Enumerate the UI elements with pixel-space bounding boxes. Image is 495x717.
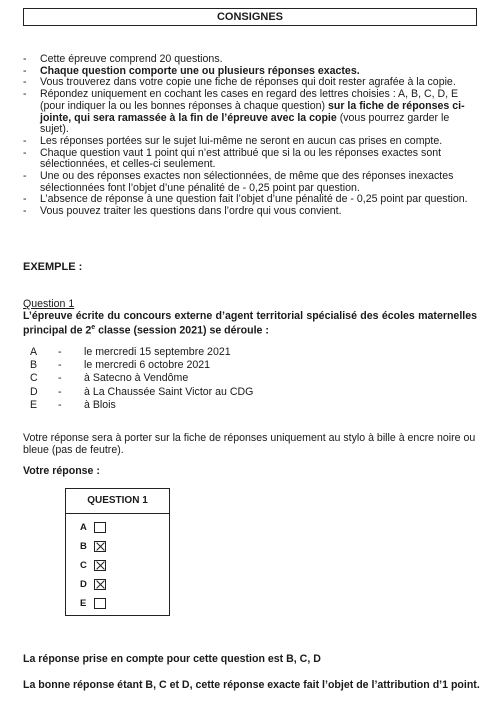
page-title-box bbox=[23, 8, 477, 26]
answer-sheet-row bbox=[80, 522, 106, 533]
instruction-item bbox=[23, 171, 477, 194]
answer-option bbox=[30, 386, 253, 399]
instruction-text: Chaque question comporte une ou plusieurs réponses exactes. bbox=[40, 64, 360, 77]
instruction-text: L’absence de réponse à une question fait l’objet d’une pénalité de - 0,25 point par question. bbox=[40, 193, 468, 206]
answer-option-text: à La Chaussée Saint Victor au CDG bbox=[84, 385, 254, 398]
answer-sheet-row bbox=[80, 541, 106, 552]
empty-checkbox bbox=[94, 598, 106, 609]
answer-option-letter: E bbox=[30, 398, 38, 411]
instruction-text: Répondez uniquement en cochant les cases en regard des lettres choisies : A, B, C, D, E (pour indiquer la ou les bonnes réponses à chaque question) bbox=[40, 88, 459, 112]
scoring-statement: La bonne réponse étant B, C et D, cette réponse exacte fait l’objet de l’attribution d’1 point. bbox=[23, 679, 480, 691]
instruction-text: Les réponses portées sur le sujet lui-même ne seront en aucun cas prises en compte. bbox=[40, 134, 443, 147]
instruction-note: Votre réponse sera à porter sur la fiche de réponses uniquement au stylo à bille à encre noire ou bleue (pas de feutre). bbox=[23, 432, 476, 456]
answer-sheet-letter: B bbox=[80, 541, 87, 552]
answer-sheet-row bbox=[80, 598, 106, 609]
answer-sheet-row bbox=[80, 579, 106, 590]
answer-sheet-letter: D bbox=[80, 579, 87, 590]
answer-option-dash: - bbox=[58, 359, 62, 372]
question-title: Question 1 bbox=[23, 298, 75, 310]
instruction-text: Cette épreuve comprend 20 questions. bbox=[40, 53, 223, 65]
answer-option-dash: - bbox=[58, 346, 62, 358]
instruction-text: Vous pouvez traiter les questions dans l’ordre qui vous convient. bbox=[40, 205, 342, 218]
instruction-item bbox=[23, 89, 477, 136]
answer-option-letter: C bbox=[30, 372, 38, 385]
answer-option bbox=[30, 372, 253, 385]
answer-option-text: le mercredi 6 octobre 2021 bbox=[84, 359, 211, 372]
example-heading: EXEMPLE : bbox=[23, 261, 83, 273]
answer-sheet-letter: C bbox=[80, 560, 87, 571]
answer-option bbox=[30, 359, 253, 372]
checked-checkbox bbox=[94, 541, 106, 552]
instructions-list bbox=[23, 54, 477, 218]
your-answer-label: Votre réponse : bbox=[23, 465, 100, 477]
empty-checkbox bbox=[94, 522, 106, 533]
instruction-text: sur la fiche de réponses ci-jointe, qui sera ramassée à la fin de l’épreuve avec la copie bbox=[40, 99, 465, 124]
answer-option-dash: - bbox=[58, 385, 62, 398]
instruction-text: (vous pourrez garder le sujet). bbox=[40, 111, 450, 136]
answer-options bbox=[30, 346, 253, 412]
instruction-text: Vous trouverez dans votre copie une fiche de réponses qui doit rester agrafée à la copie. bbox=[40, 76, 456, 89]
answer-sheet-letter: A bbox=[80, 522, 87, 533]
instruction-text: Chaque question vaut 1 point qui n’est attribué que si la ou les réponses exactes sont sélectionnées, et celles-ci seulement. bbox=[40, 146, 442, 171]
answer-option-text: le mercredi 15 septembre 2021 bbox=[84, 346, 231, 358]
answer-option-dash: - bbox=[58, 372, 62, 385]
answer-option-dash: - bbox=[58, 398, 62, 411]
checked-checkbox bbox=[94, 579, 106, 590]
instruction-item bbox=[23, 148, 477, 171]
checked-checkbox bbox=[94, 560, 106, 571]
answer-sheet-letter: E bbox=[80, 598, 87, 609]
answer-option-letter: B bbox=[30, 359, 38, 372]
answer-option-letter: D bbox=[30, 385, 38, 398]
answer-option bbox=[30, 346, 253, 359]
answer-option-letter: A bbox=[30, 346, 38, 358]
question-text: L’épreuve écrite du concours externe d’agent territorial spécialisé des écoles maternelles principal de 2e classe (session 2021) se déroule : bbox=[23, 310, 477, 337]
result-statement: La réponse prise en compte pour cette question est B, C, D bbox=[23, 653, 321, 665]
answer-option bbox=[30, 399, 253, 412]
answer-option-text: à Blois bbox=[84, 398, 116, 411]
instruction-text: Une ou des réponses exactes non sélectionnées, de même que des réponses inexactes sélectionnées font l’objet d’une pénalité de - 0,25 point par question. bbox=[40, 170, 454, 194]
answer-sheet-title: QUESTION 1 bbox=[66, 489, 169, 514]
answer-sheet-box bbox=[65, 488, 170, 616]
answer-sheet-row bbox=[80, 560, 106, 571]
instruction-item bbox=[23, 206, 477, 218]
answer-option-text: à Satecno à Vendôme bbox=[84, 372, 189, 385]
page-title: CONSIGNES bbox=[216, 11, 283, 23]
